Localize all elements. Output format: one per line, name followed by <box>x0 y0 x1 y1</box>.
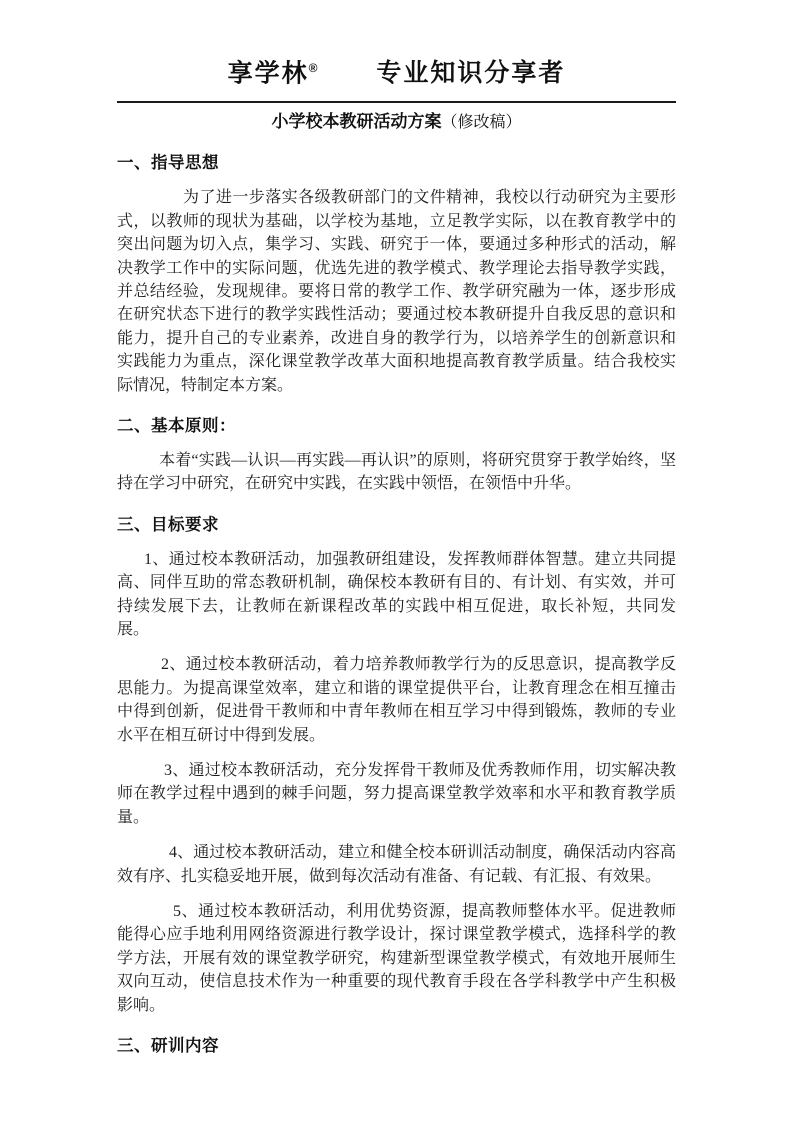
section-heading: 三、目标要求 <box>117 514 219 534</box>
document-title-suffix: （修改稿） <box>441 114 522 132</box>
goal-item-1: 1、通过校本教研活动，加强教研组建设，发挥教师群体智慧。建立共同提高、同伴互助的常态教研机制，确保校本教研有目的、有计划、有实效，并可持续发展下去，让教师在新课程改革的实践中相互促进，取长补短，共同发展。 <box>117 550 676 639</box>
section-guiding-ideology <box>117 151 676 397</box>
section-heading: 二、基本原则： <box>117 415 236 435</box>
brand-row <box>117 52 676 89</box>
goal-item-4: 4、通过校本教研活动，建立和健全校本研训活动制度，确保活动内容高效有序、扎实稳妥地开展，做到每次活动有准备、有记载、有汇报、有效果。 <box>117 844 676 885</box>
goal-item-3: 3、通过校本教研活动，充分发挥骨干教师及优秀教师作用，切实解决教师在教学过程中遇到的棘手问题，努力提高课堂教学效率和水平和教育教学质量。 <box>117 762 676 826</box>
document-title <box>117 111 676 134</box>
guiding-ideology-paragraph: 为了进一步落实各级教研部门的文件精神，我校以行动研究为主要形式，以教师的现状为基础，以学校为基地，立足教学实际，以在教育教学中的突出问题为切入点，集学习、实践、研究于一体，要通过多种形式的活动，解决教学工作中的实际问题，优选先进的教学模式、教学理论去指导教学实践，并总结经验，发现规律。要将日常的教学工作、教学研究融为一体，逐步形成在研究状态下进行的教学实践性活动；要通过校本教研提升自我反思的意识和能力，提升自己的专业素养，改进自身的教学行为，以培养学生的创新意识和实践能力为重点，深化课堂教学改革大面积地提高教育教学质量。结合我校实际情况，特制定本方案。 <box>117 189 676 394</box>
goal-item-2: 2、通过校本教研活动，着力培养教师教学行为的反思意识，提高教学反思能力。为提高课堂效率，建立和谐的课堂提供平台，让教育理念在相互撞击中得到创新，促进骨干教师和中青年教师在相互学习中得到锻炼，教师的专业水平在相互研讨中得到发展。 <box>117 656 676 744</box>
registered-trademark-icon: ® <box>308 61 318 75</box>
goal-item-5: 5、通过校本教研活动，利用优势资源，提高教师整体水平。促进教师能得心应手地利用网络资源进行教学设计，探讨课堂教学模式，选择科学的教学方法，开展有效的课堂教学研究，构建新型课堂教学模式，有效地开展师生双向互动，使信息技术作为一种重要的现代教育手段在各学科教学中产生积极影响。 <box>117 903 676 1014</box>
brand-logo-text: 享学林 <box>227 59 309 88</box>
section-goal-requirements <box>117 513 676 1017</box>
brand-tagline: 专业知识分享者 <box>376 59 566 88</box>
section-basic-principles <box>117 414 676 496</box>
section-heading: 一、指导思想 <box>117 153 219 173</box>
basic-principles-paragraph: 本着“实践—认识—再实践—再认识”的原则，将研究贯穿于教学始终，坚持在学习中研究，在研究中实践，在实践中领悟，在领悟中升华。 <box>117 451 676 493</box>
document-title-main: 小学校本教研活动方案 <box>271 112 442 132</box>
document-header <box>117 52 676 103</box>
section-heading: 三、研训内容 <box>117 1036 219 1056</box>
section-training-content <box>117 1034 676 1057</box>
